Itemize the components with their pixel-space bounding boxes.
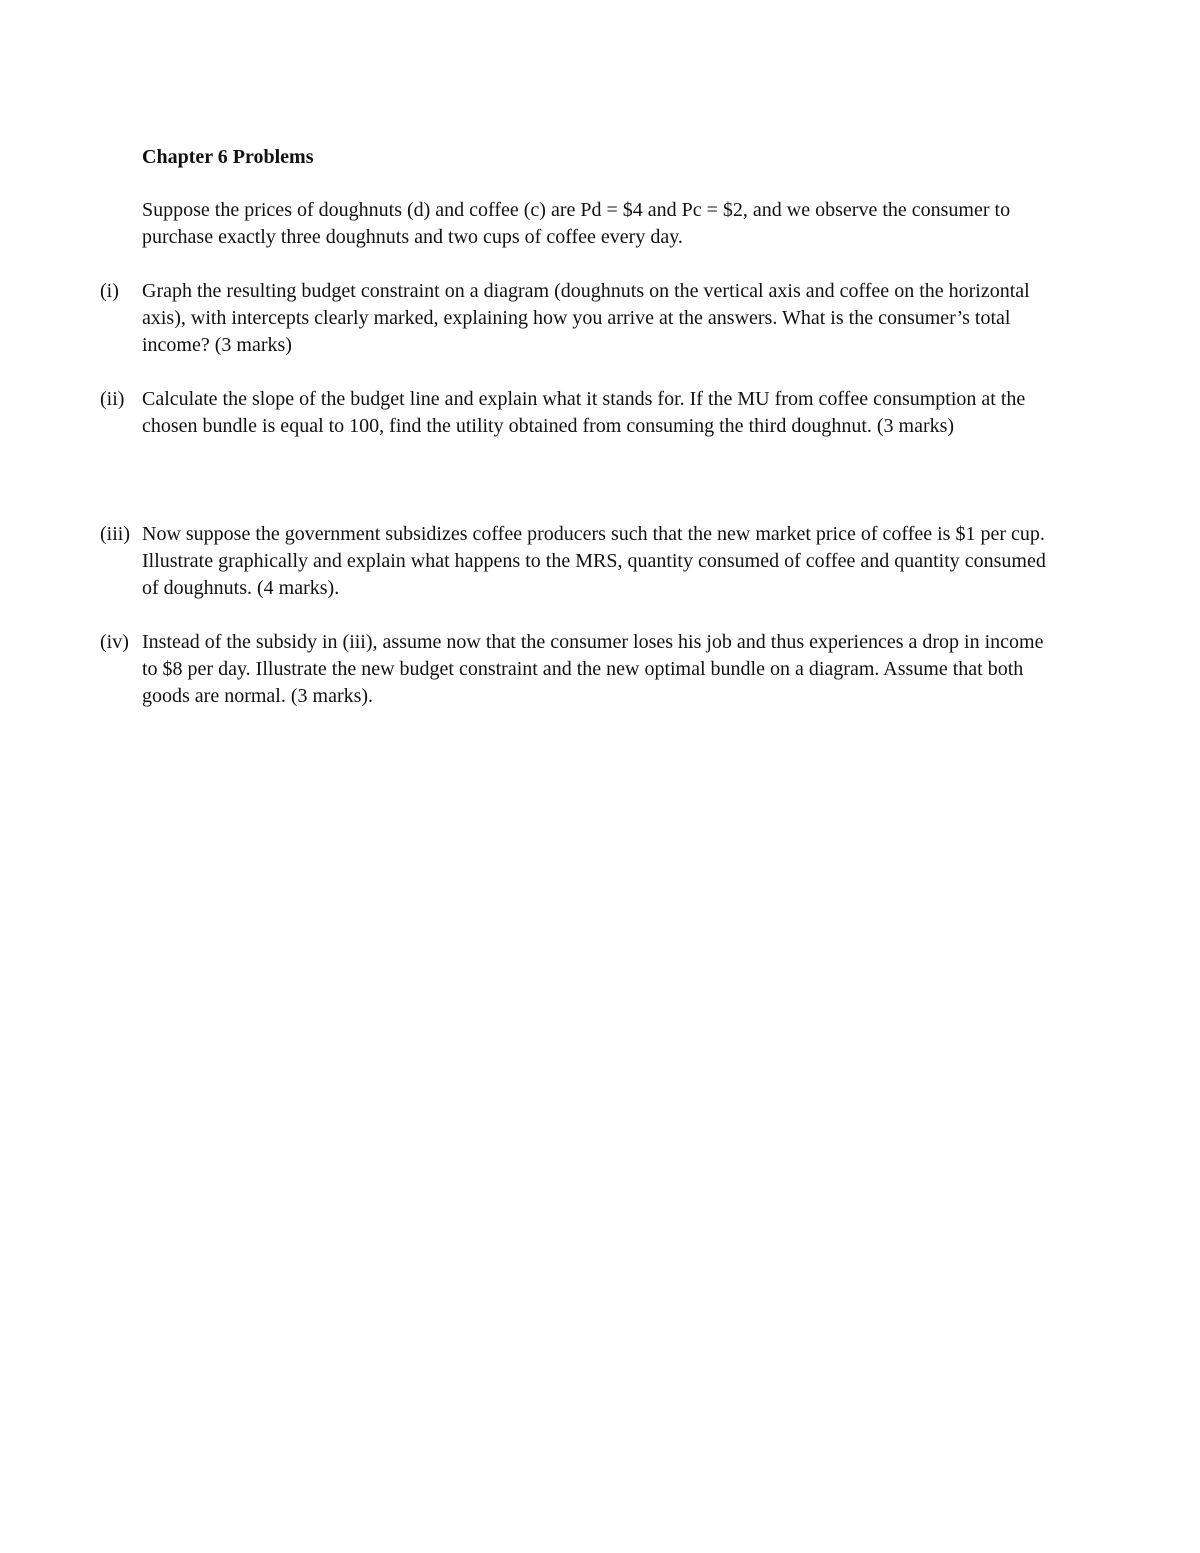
question-number: (i) xyxy=(100,280,119,302)
question-item xyxy=(100,629,1062,710)
question-item xyxy=(100,278,1062,359)
question-number: (iii) xyxy=(100,523,130,545)
question-item xyxy=(100,386,1062,440)
question-item xyxy=(100,521,1062,602)
question-text: Instead of the subsidy in (iii), assume now that the consumer loses his job and thus experiences a drop in income to $8 per day. Illustrate the new budget constraint and the new optimal bundle on a diagram. Assume that both goods are normal. (3 marks). xyxy=(142,631,1044,707)
question-text: Now suppose the government subsidizes coffee producers such that the new market price of coffee is $1 per cup. Illustrate graphically and explain what happens to the MRS, quantity consumed of coffee and quantity consumed of doughnuts. (4 marks). xyxy=(142,523,1046,599)
document-title: Chapter 6 Problems xyxy=(142,146,314,168)
problem-intro: Suppose the prices of doughnuts (d) and coffee (c) are Pd = $4 and Pc = $2, and we observe the consumer to purchase exactly three doughnuts and two cups of coffee every day. xyxy=(142,199,1011,248)
question-number: (ii) xyxy=(100,388,125,410)
question-text: Calculate the slope of the budget line and explain what it stands for. If the MU from coffee consumption at the chosen bundle is equal to 100, find the utility obtained from consuming the third doughnut. (3 marks) xyxy=(142,388,1026,437)
question-number: (iv) xyxy=(100,631,129,653)
question-text: Graph the resulting budget constraint on a diagram (doughnuts on the vertical axis and coffee on the horizontal axis), with intercepts clearly marked, explaining how you arrive at the answers. What is the consumer’s total income? (3 marks) xyxy=(142,280,1030,356)
